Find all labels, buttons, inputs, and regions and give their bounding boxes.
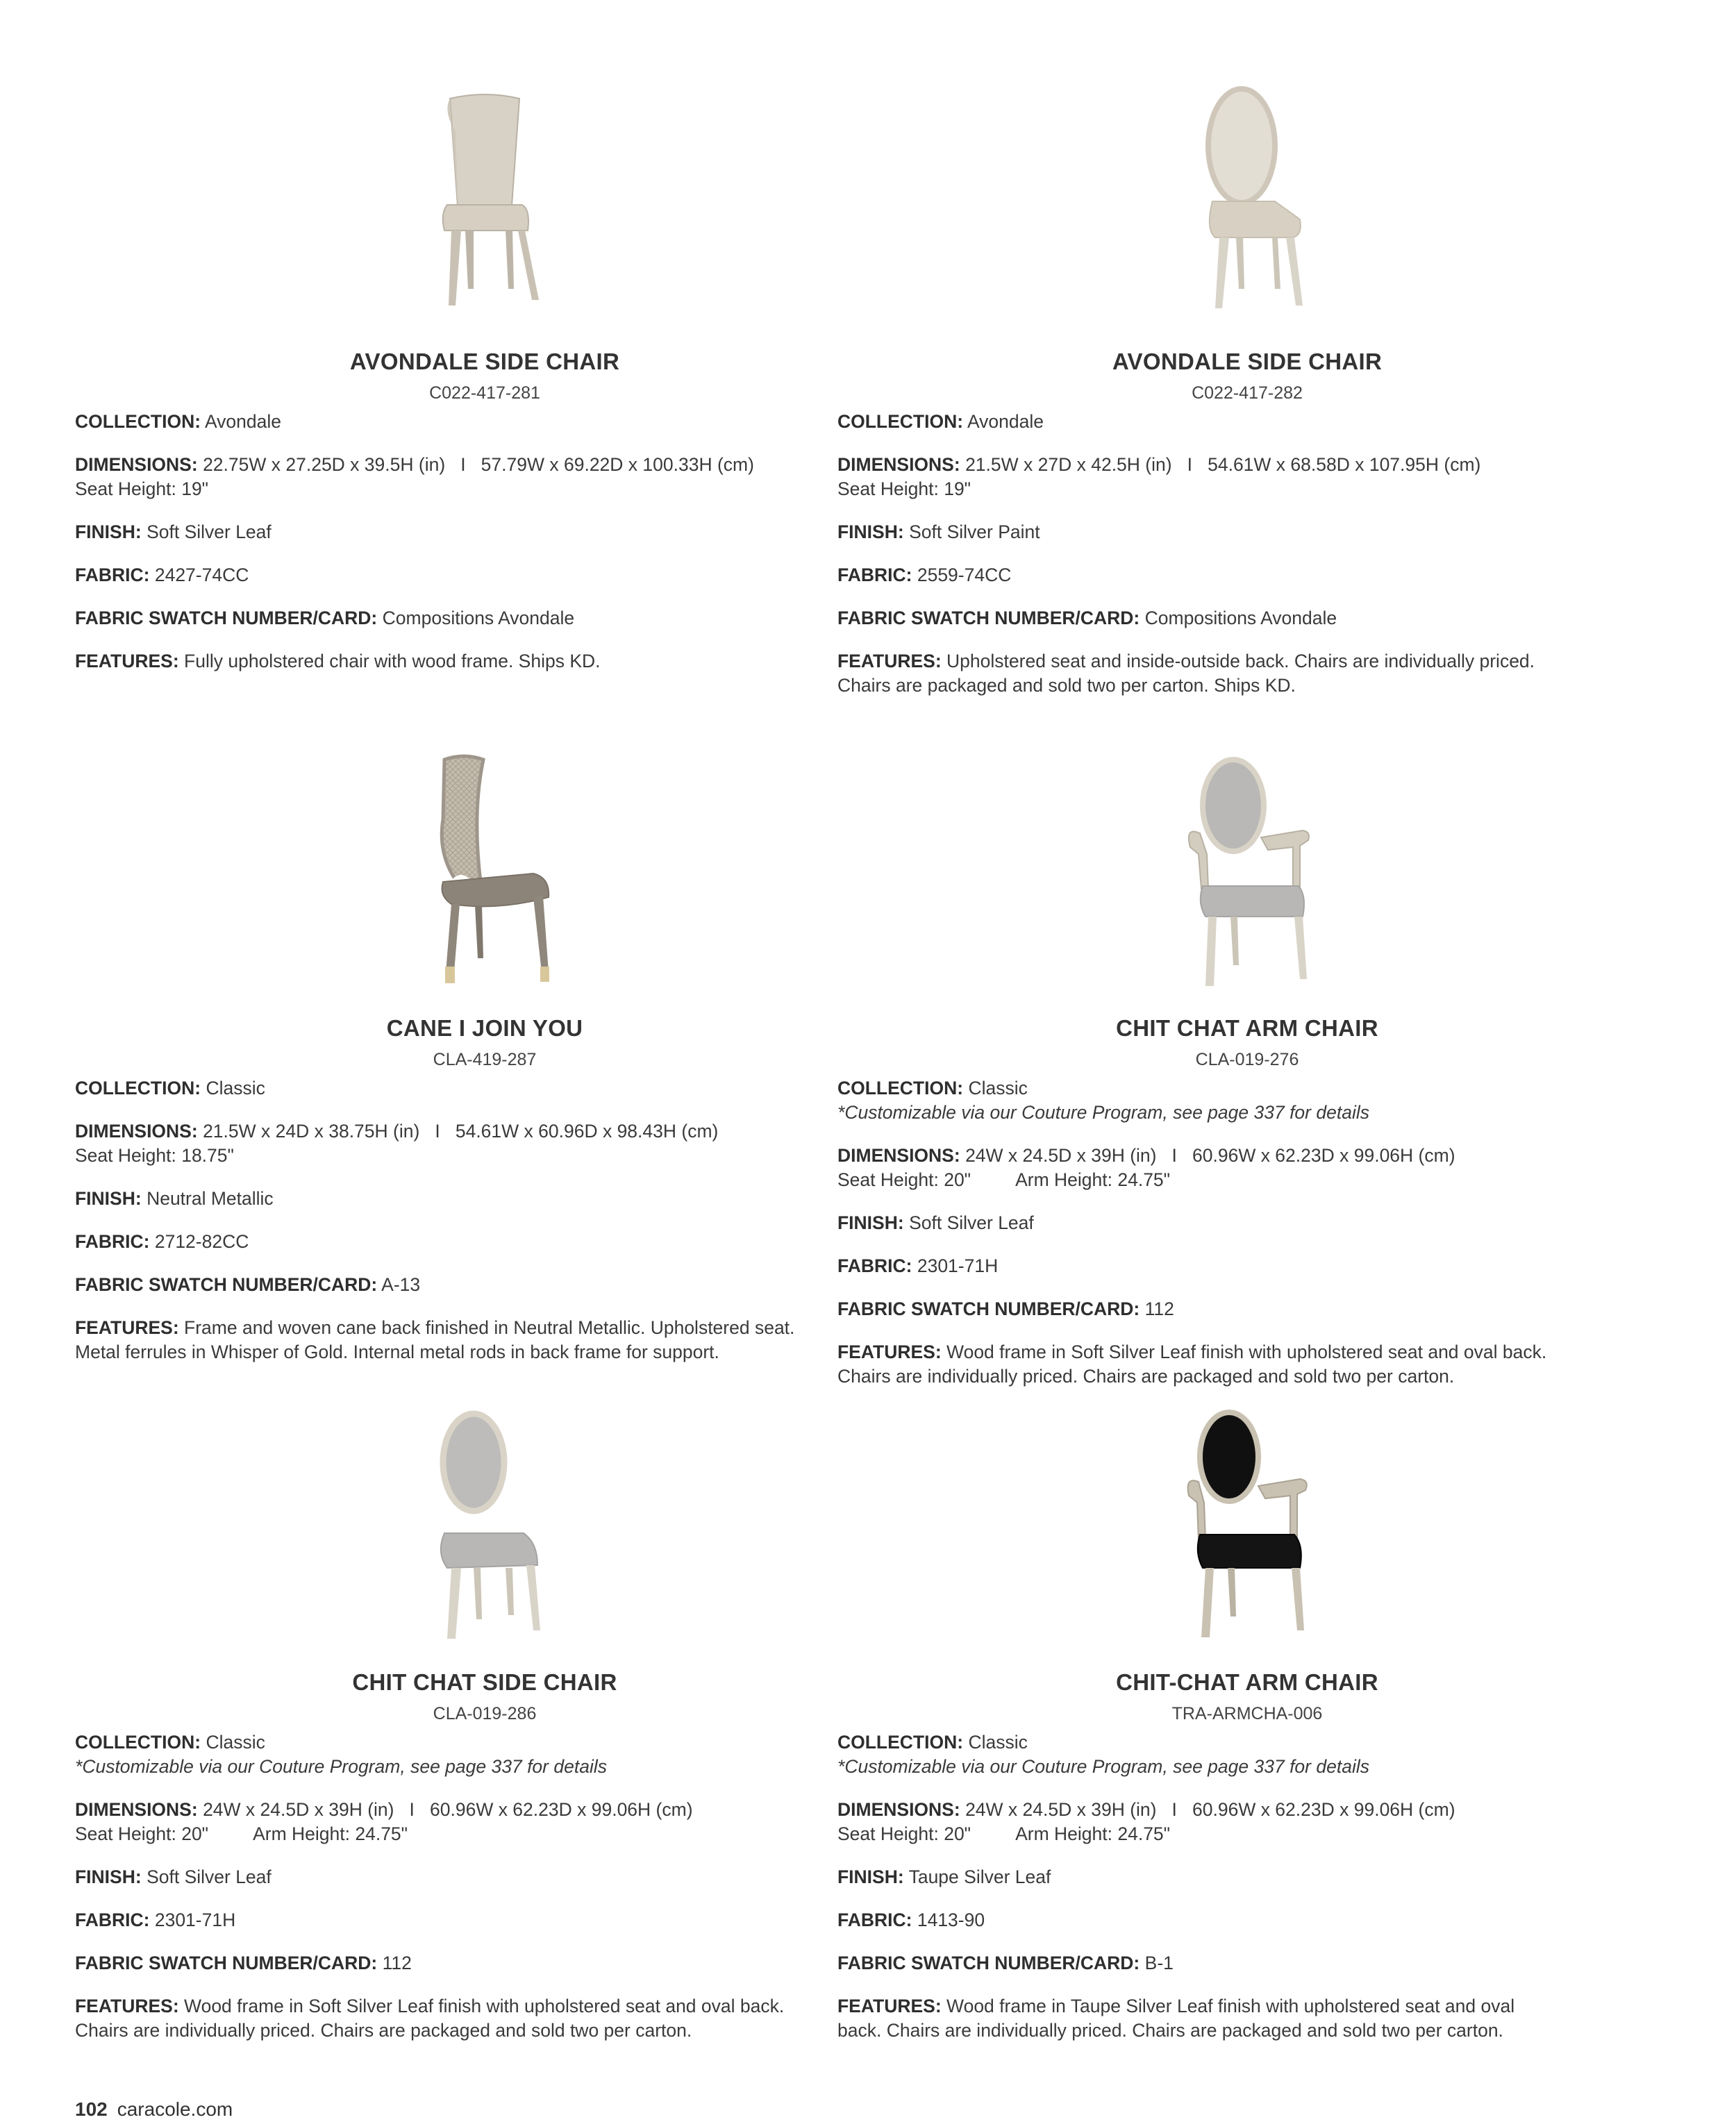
product-sku: TRA-ARMCHA-006 bbox=[1171, 1704, 1323, 1723]
dimensions-row bbox=[837, 1798, 1560, 1846]
fabric-label: FABRIC: bbox=[837, 565, 912, 585]
collection-value: Classic bbox=[968, 1078, 1028, 1098]
seat-height: Seat Height: 20" bbox=[75, 1823, 209, 1844]
dimensions-label: DIMENSIONS: bbox=[837, 1145, 960, 1166]
product-name: CHIT-CHAT ARM CHAIR bbox=[1116, 1669, 1378, 1695]
dimensions-row bbox=[837, 1144, 1560, 1192]
features-label: FEATURES: bbox=[75, 1317, 179, 1338]
dimensions-value: 24W x 24.5D x 39H (in) I 60.96W x 62.23D x 99.06H (cm) bbox=[965, 1799, 1455, 1820]
swatch-row bbox=[75, 1273, 797, 1297]
product-sku: CLA-019-276 bbox=[1195, 1050, 1299, 1069]
features-row bbox=[75, 1316, 797, 1364]
fabric-value: 1413-90 bbox=[917, 1910, 985, 1930]
product-name: AVONDALE SIDE CHAIR bbox=[349, 349, 620, 374]
dimensions-value: 21.5W x 24D x 38.75H (in) I 54.61W x 60.96D x 98.43H (cm) bbox=[203, 1121, 719, 1142]
finish-row bbox=[837, 1211, 1560, 1235]
features-value: Upholstered seat and inside-outside back. Chairs are individually priced. Chairs are packaged and sold two per carton. Ships KD. bbox=[837, 651, 1535, 696]
swatch-label: FABRIC SWATCH NUMBER/CARD: bbox=[837, 1298, 1140, 1319]
swatch-label: FABRIC SWATCH NUMBER/CARD: bbox=[75, 1953, 378, 1973]
couture-note: *Customizable via our Couture Program, see page 337 for details bbox=[837, 1756, 1369, 1777]
fabric-row bbox=[75, 1230, 797, 1254]
product-name: AVONDALE SIDE CHAIR bbox=[1112, 349, 1383, 374]
fabric-value: 2427-74CC bbox=[154, 565, 249, 585]
seat-height: Seat Height: 18.75" bbox=[75, 1145, 234, 1166]
dimensions-value: 21.5W x 27D x 42.5H (in) I 54.61W x 68.58D x 107.95H (cm) bbox=[965, 454, 1481, 475]
swatch-row bbox=[837, 1951, 1560, 1975]
oval-back-side-chair-icon bbox=[401, 1404, 568, 1647]
fabric-label: FABRIC: bbox=[837, 1910, 912, 1930]
couture-note: *Customizable via our Couture Program, see page 337 for details bbox=[837, 1102, 1369, 1123]
features-row bbox=[837, 1994, 1560, 2043]
product-specs bbox=[837, 410, 1560, 717]
swatch-row bbox=[837, 606, 1560, 630]
collection-value: Classic bbox=[206, 1078, 265, 1098]
swatch-row bbox=[75, 1951, 797, 1975]
fabric-value: 2712-82CC bbox=[154, 1231, 249, 1252]
fabric-value: 2559-74CC bbox=[917, 565, 1012, 585]
collection-row bbox=[837, 1730, 1560, 1779]
dimensions-row bbox=[75, 1798, 797, 1846]
dimensions-label: DIMENSIONS: bbox=[75, 1121, 198, 1142]
black-oval-back-arm-chair-icon bbox=[1157, 1404, 1337, 1647]
oval-back-arm-chair-icon bbox=[1157, 750, 1337, 993]
swatch-value: Compositions Avondale bbox=[1144, 608, 1337, 628]
collection-row bbox=[837, 1076, 1560, 1125]
product-image bbox=[837, 750, 1657, 1000]
finish-label: FINISH: bbox=[75, 1866, 142, 1887]
finish-value: Soft Silver Leaf bbox=[909, 1212, 1034, 1233]
fabric-value: 2301-71H bbox=[154, 1910, 236, 1930]
arm-height: Arm Height: 24.75" bbox=[1015, 1823, 1171, 1844]
product-sku: CLA-419-287 bbox=[433, 1050, 537, 1069]
product-name: CHIT CHAT SIDE CHAIR bbox=[352, 1669, 617, 1695]
fabric-row bbox=[837, 563, 1560, 587]
swatch-value: Compositions Avondale bbox=[382, 608, 575, 628]
dimensions-row bbox=[837, 453, 1560, 501]
features-label: FEATURES: bbox=[75, 651, 179, 671]
dimensions-value: 24W x 24.5D x 39H (in) I 60.96W x 62.23D x 99.06H (cm) bbox=[203, 1799, 693, 1820]
finish-value: Neutral Metallic bbox=[147, 1188, 274, 1209]
finish-label: FINISH: bbox=[837, 1866, 904, 1887]
upholstered-slipper-side-chair-icon bbox=[401, 83, 568, 319]
collection-label: COLLECTION: bbox=[837, 1078, 964, 1098]
product-image bbox=[75, 750, 894, 1000]
finish-row bbox=[837, 1865, 1560, 1889]
product-sku: C022-417-282 bbox=[1192, 383, 1303, 403]
product-sku: C022-417-281 bbox=[429, 383, 540, 403]
product-image bbox=[75, 1404, 894, 1654]
seat-height: Seat Height: 20" bbox=[837, 1823, 971, 1844]
features-value: Wood frame in Soft Silver Leaf finish with upholstered seat and oval back. Chairs are individually priced. Chairs are packaged and sold two per carton. bbox=[837, 1342, 1547, 1387]
features-row bbox=[837, 649, 1560, 698]
finish-value: Soft Silver Leaf bbox=[147, 1866, 272, 1887]
product-specs bbox=[837, 1076, 1560, 1407]
dimensions-label: DIMENSIONS: bbox=[75, 454, 198, 475]
product-image bbox=[837, 83, 1657, 333]
features-row bbox=[75, 1994, 797, 2043]
fabric-row bbox=[837, 1254, 1560, 1278]
product-specs bbox=[75, 1076, 797, 1383]
features-value: Fully upholstered chair with wood frame. Ships KD. bbox=[184, 651, 601, 671]
finish-value: Soft Silver Leaf bbox=[147, 521, 272, 542]
seat-height: Seat Height: 20" bbox=[837, 1169, 971, 1190]
fabric-label: FABRIC: bbox=[75, 1910, 150, 1930]
swatch-label: FABRIC SWATCH NUMBER/CARD: bbox=[75, 608, 378, 628]
swatch-value: 112 bbox=[382, 1953, 412, 1973]
dimensions-label: DIMENSIONS: bbox=[837, 1799, 960, 1820]
finish-row bbox=[75, 520, 797, 544]
features-label: FEATURES: bbox=[837, 1342, 942, 1362]
fabric-label: FABRIC: bbox=[837, 1255, 912, 1276]
features-row bbox=[75, 649, 797, 674]
finish-row bbox=[75, 1187, 797, 1211]
features-value: Wood frame in Soft Silver Leaf finish with upholstered seat and oval back. Chairs are individually priced. Chairs are packaged and sold two per carton. bbox=[75, 1996, 785, 2041]
product-name: CANE I JOIN YOU bbox=[386, 1015, 583, 1041]
collection-row bbox=[75, 1730, 797, 1779]
website-link[interactable]: caracole.com bbox=[117, 2098, 233, 2120]
fabric-value: 2301-71H bbox=[917, 1255, 999, 1276]
collection-label: COLLECTION: bbox=[75, 411, 201, 432]
features-value: Frame and woven cane back finished in Neutral Metallic. Upholstered seat. Metal ferrules in Whisper of Gold. Internal metal rods in back frame for support. bbox=[75, 1317, 795, 1362]
product-sku: CLA-019-286 bbox=[433, 1704, 537, 1723]
dimensions-row bbox=[75, 1119, 797, 1168]
collection-label: COLLECTION: bbox=[837, 1732, 964, 1753]
dimensions-row bbox=[75, 453, 797, 501]
dimensions-label: DIMENSIONS: bbox=[75, 1799, 198, 1820]
fabric-label: FABRIC: bbox=[75, 565, 150, 585]
dimensions-value: 24W x 24.5D x 39H (in) I 60.96W x 62.23D x 99.06H (cm) bbox=[965, 1145, 1455, 1166]
finish-label: FINISH: bbox=[837, 1212, 904, 1233]
collection-row bbox=[75, 410, 797, 434]
finish-label: FINISH: bbox=[75, 521, 142, 542]
features-value: Wood frame in Taupe Silver Leaf finish with upholstered seat and oval back. Chairs are individually priced. Chairs are packaged and sold two per carton. bbox=[837, 1996, 1515, 2041]
finish-label: FINISH: bbox=[75, 1188, 142, 1209]
product-image bbox=[837, 1404, 1657, 1654]
finish-row bbox=[75, 1865, 797, 1889]
dimensions-value: 22.75W x 27.25D x 39.5H (in) I 57.79W x 69.22D x 100.33H (cm) bbox=[203, 454, 754, 475]
features-label: FEATURES: bbox=[837, 1996, 942, 2016]
product-specs bbox=[75, 1730, 797, 2062]
fabric-row bbox=[75, 563, 797, 587]
product-specs bbox=[75, 410, 797, 692]
finish-value: Soft Silver Paint bbox=[909, 521, 1040, 542]
swatch-row bbox=[837, 1297, 1560, 1321]
swatch-value: B-1 bbox=[1144, 1953, 1174, 1973]
collection-label: COLLECTION: bbox=[837, 411, 964, 432]
collection-row bbox=[837, 410, 1560, 434]
seat-height: Seat Height: 19" bbox=[837, 478, 971, 499]
page-number: 102 bbox=[75, 2098, 108, 2120]
seat-height: Seat Height: 19" bbox=[75, 478, 209, 499]
swatch-row bbox=[75, 606, 797, 630]
product-specs bbox=[837, 1730, 1560, 2062]
finish-row bbox=[837, 520, 1560, 544]
swatch-label: FABRIC SWATCH NUMBER/CARD: bbox=[837, 1953, 1140, 1973]
features-label: FEATURES: bbox=[75, 1996, 179, 2016]
dimensions-label: DIMENSIONS: bbox=[837, 454, 960, 475]
collection-row bbox=[75, 1076, 797, 1101]
couture-note: *Customizable via our Couture Program, see page 337 for details bbox=[75, 1756, 607, 1777]
collection-value: Classic bbox=[206, 1732, 265, 1753]
collection-value: Classic bbox=[968, 1732, 1028, 1753]
features-row bbox=[837, 1340, 1560, 1389]
swatch-label: FABRIC SWATCH NUMBER/CARD: bbox=[75, 1274, 378, 1295]
product-image bbox=[75, 83, 894, 333]
collection-value: Avondale bbox=[967, 411, 1044, 432]
swatch-label: FABRIC SWATCH NUMBER/CARD: bbox=[837, 608, 1140, 628]
oval-back-side-chair-icon bbox=[1164, 83, 1330, 319]
features-label: FEATURES: bbox=[837, 651, 942, 671]
collection-label: COLLECTION: bbox=[75, 1078, 201, 1098]
finish-value: Taupe Silver Leaf bbox=[908, 1866, 1051, 1887]
fabric-label: FABRIC: bbox=[75, 1231, 150, 1252]
collection-label: COLLECTION: bbox=[75, 1732, 201, 1753]
fabric-row bbox=[837, 1908, 1560, 1932]
swatch-value: A-13 bbox=[381, 1274, 421, 1295]
page-footer bbox=[75, 2098, 233, 2121]
finish-label: FINISH: bbox=[837, 521, 904, 542]
swatch-value: 112 bbox=[1144, 1298, 1174, 1319]
fabric-row bbox=[75, 1908, 797, 1932]
arm-height: Arm Height: 24.75" bbox=[1015, 1169, 1171, 1190]
arm-height: Arm Height: 24.75" bbox=[253, 1823, 408, 1844]
cane-back-side-chair-icon bbox=[394, 750, 575, 993]
collection-value: Avondale bbox=[204, 411, 281, 432]
product-name: CHIT CHAT ARM CHAIR bbox=[1116, 1015, 1378, 1041]
